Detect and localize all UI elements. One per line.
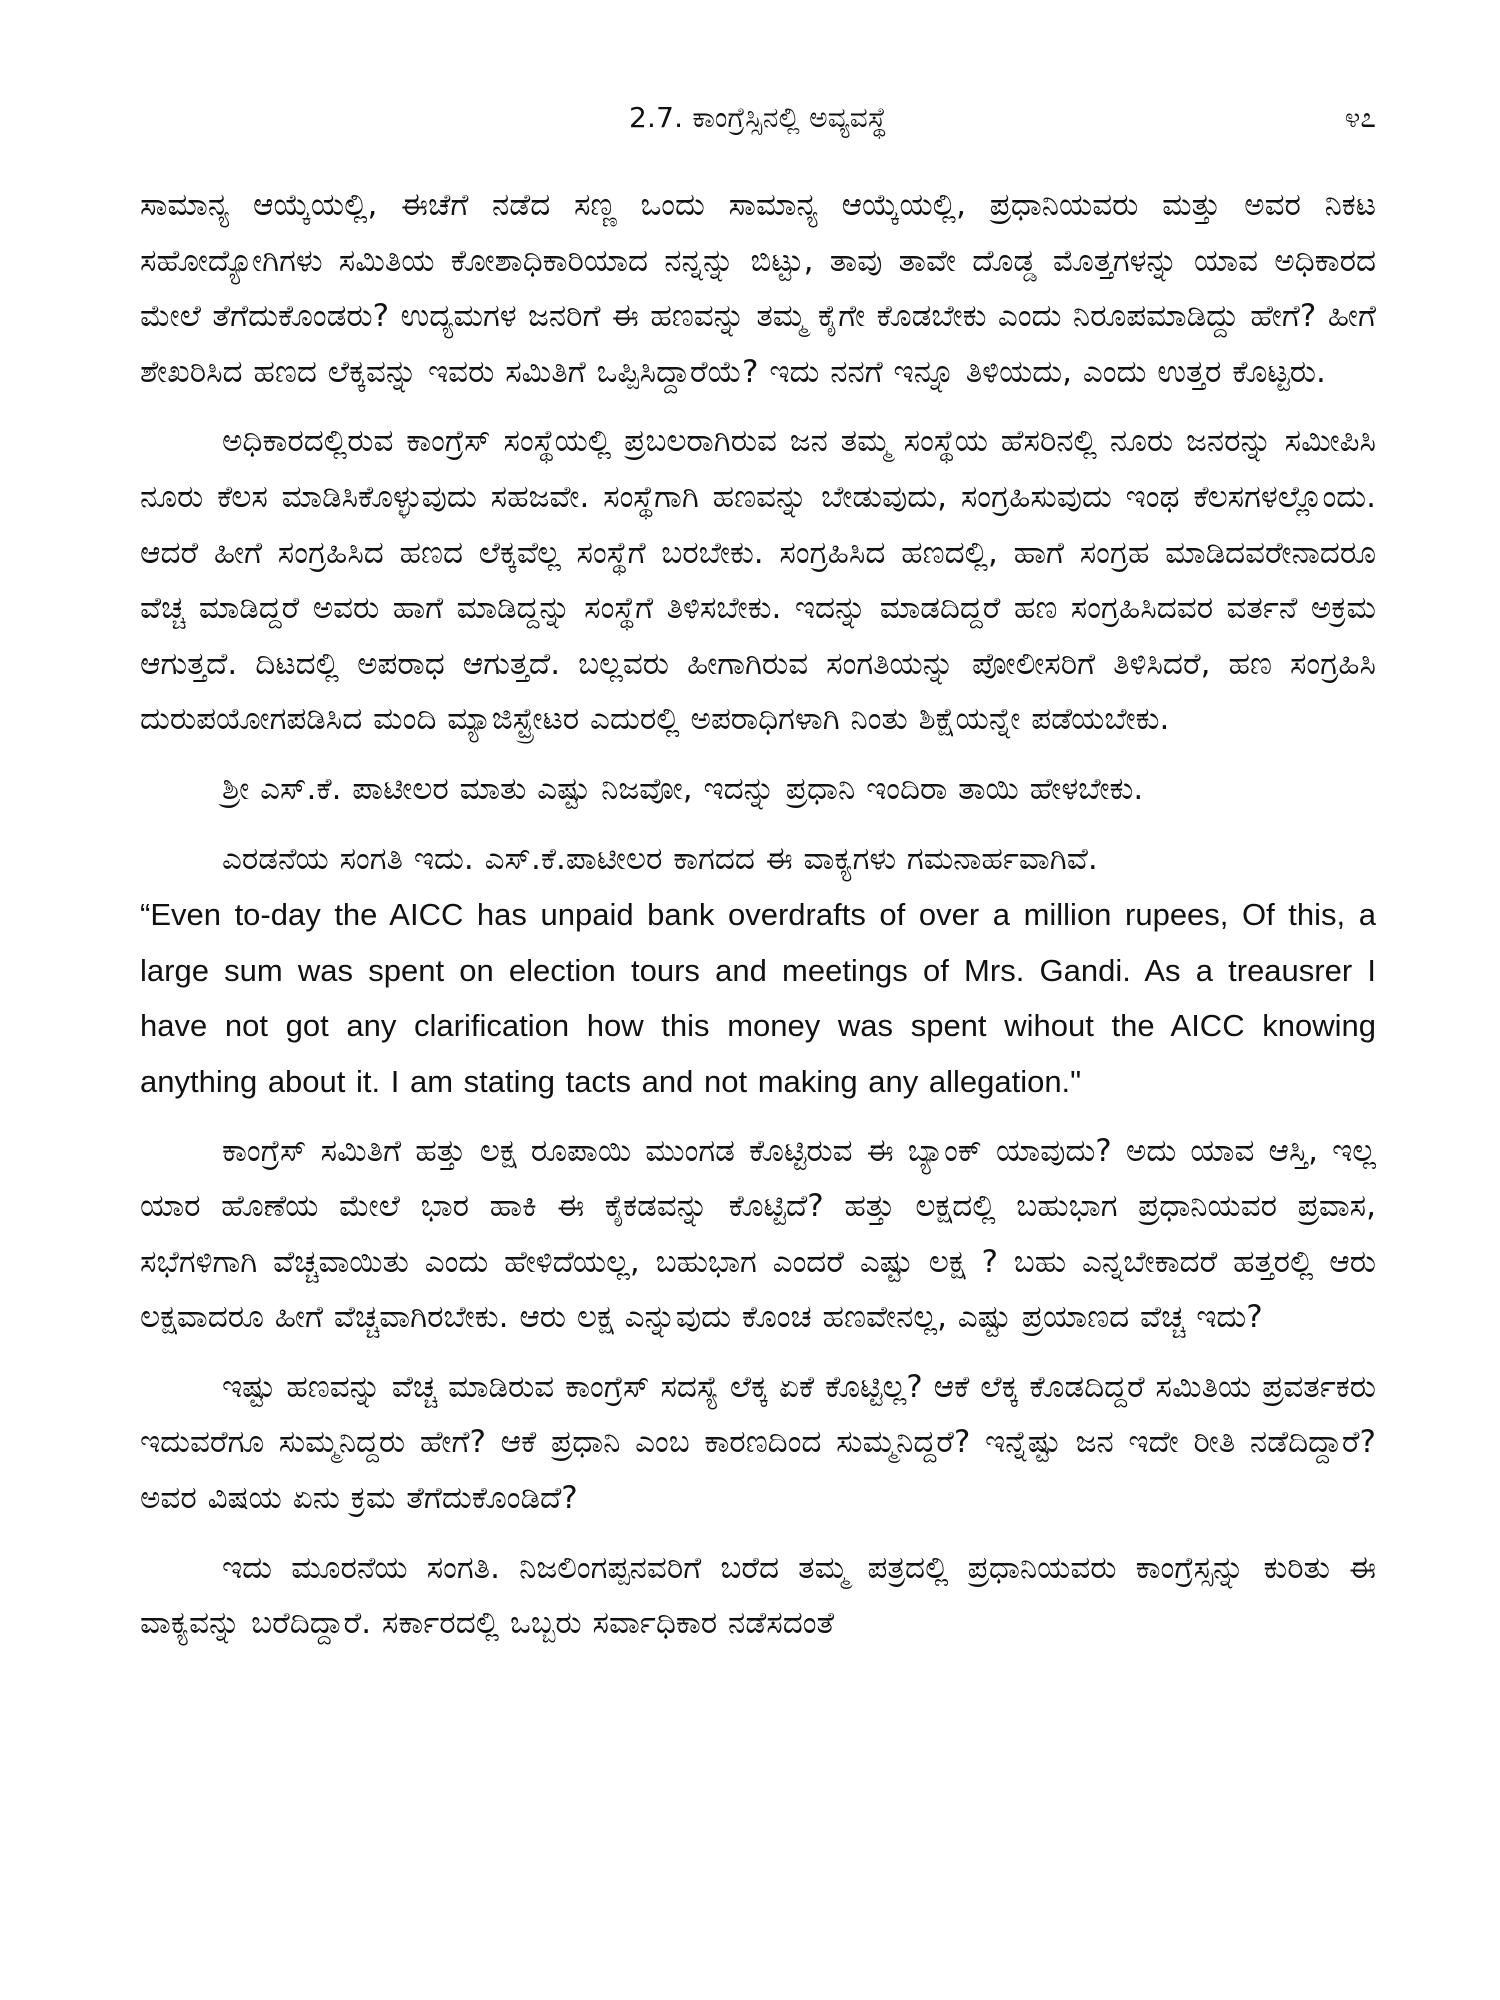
paragraph-2: ಅಧಿಕಾರದಲ್ಲಿರುವ ಕಾಂಗ್ರೆಸ್ ಸಂಸ್ಥೆಯಲ್ಲಿ ಪ್ರಬಲರಾಗಿರುವ ಜನ ತಮ್ಮ ಸಂಸ್ಥೆಯ ಹೆಸರಿನಲ್ಲಿ ನೂರು ಜನರನ್ನು ಸಮೀಪಿಸಿ ನೂರು ಕೆಲಸ ಮಾಡಿಸಿಕೊಳ್ಳುವುದು ಸಹಜವೇ. ಸಂಸ್ಥೆಗಾಗಿ ಹಣವನ್ನು ಬೇಡುವುದು, ಸಂಗ್ರಹಿಸುವುದು ಇಂಥ ಕೆಲಸಗಳಲ್ಲೊಂದು. ಆದರೆ ಹೀಗೆ ಸಂಗ್ರಹಿಸಿದ ಹಣದ ಲೆಕ್ಕವೆಲ್ಲ ಸಂಸ್ಥೆಗೆ ಬರಬೇಕು. ಸಂಗ್ರಹಿಸಿದ ಹಣದಲ್ಲಿ, ಹಾಗೆ ಸಂಗ್ರಹ ಮಾಡಿದವರೇನಾದರೂ ವೆಚ್ಚ ಮಾಡಿದ್ದರೆ ಅವರು ಹಾಗೆ ಮಾಡಿದ್ದನ್ನು ಸಂಸ್ಥೆಗೆ ತಿಳಿಸಬೇಕು. ಇದನ್ನು ಮಾಡದಿದ್ದರೆ ಹಣ ಸಂಗ್ರಹಿಸಿದವರ ವರ್ತನೆ ಅಕ್ರಮ ಆಗುತ್ತದೆ. ದಿಟದಲ್ಲಿ ಅಪರಾಧ ಆಗುತ್ತದೆ. ಬಲ್ಲವರು ಹೀಗಾಗಿರುವ ಸಂಗತಿಯನ್ನು ಪೋಲೀಸರಿಗೆ ತಿಳಿಸಿದರೆ, ಹಣ ಸಂಗ್ರಹಿಸಿ ದುರುಪಯೋಗಪಡಿಸಿದ ಮಂದಿ ಮ್ಯಾಜಿಸ್ಟ್ರೇಟರ ಎದುರಲ್ಲಿ ಅಪರಾಧಿಗಳಾಗಿ ನಿಂತು ಶಿಕ್ಷೆಯನ್ನೇ ಪಡೆಯಬೇಕು. bbox=[140, 423, 1376, 738]
english-quotation: “Even to-day the AICC has unpaid bank overdrafts of over a million rupees, Of this, a large sum was spent on election tours and meetings of Mrs. Gandi. As a treausrer I have not got any clarification how this money was spent wihout the AICC knowing anything about it. I am stating tacts and not making any allegation." bbox=[140, 897, 1376, 1099]
body-text bbox=[140, 178, 1376, 1652]
paragraph-7: ಇದು ಮೂರನೆಯ ಸಂಗತಿ. ನಿಜಲಿಂಗಪ್ಪನವರಿಗೆ ಬರೆದ ತಮ್ಮ ಪತ್ರದಲ್ಲಿ ಪ್ರಧಾನಿಯವರು ಕಾಂಗ್ರೆಸ್ಸನ್ನು ಕುರಿತು ಈ ವಾಕ್ಯವನ್ನು ಬರೆದಿದ್ದಾರೆ. ಸರ್ಕಾರದಲ್ಲಿ ಒಬ್ಬರು ಸರ್ವಾಧಿಕಾರ ನಡೆಸದಂತೆ bbox=[140, 1549, 1376, 1642]
paragraph-3: ಶ್ರೀ ಎಸ್.ಕೆ. ಪಾಟೀಲರ ಮಾತು ಎಷ್ಟು ನಿಜವೋ, ಇದನ್ನು ಪ್ರಧಾನಿ ಇಂದಿರಾ ತಾಯಿ ಹೇಳಬೇಕು. bbox=[222, 770, 1144, 807]
paragraph-6: ಇಷ್ಟು ಹಣವನ್ನು ವೆಚ್ಚ ಮಾಡಿರುವ ಕಾಂಗ್ರೆಸ್ ಸದಸ್ಯೆ ಲೆಕ್ಕ ಏಕೆ ಕೊಟ್ಟಿಲ್ಲ? ಆಕೆ ಲೆಕ್ಕ ಕೊಡದಿದ್ದರೆ ಸಮಿತಿಯ ಪ್ರವರ್ತಕರು ಇದುವರೆಗೂ ಸುಮ್ಮನಿದ್ದರು ಹೇಗೆ? ಆಕೆ ಪ್ರಧಾನಿ ಎಂಬ ಕಾರಣದಿಂದ ಸುಮ್ಮನಿದ್ದರೆ? ಇನ್ನೆಷ್ಟು ಜನ ಇದೇ ರೀತಿ ನಡೆದಿದ್ದಾರೆ? ಅವರ ವಿಷಯ ಏನು ಕ್ರಮ ತೆಗೆದುಕೊಂಡಿದೆ? bbox=[140, 1368, 1376, 1517]
paragraph-4: ಎರಡನೆಯ ಸಂಗತಿ ಇದು. ಎಸ್.ಕೆ.ಪಾಟೀಲರ ಕಾಗದದ ಈ ವಾಕ್ಯಗಳು ಗಮನಾರ್ಹವಾಗಿವೆ. bbox=[222, 840, 1098, 877]
chapter-section-title: 2.7. ಕಾಂಗ್ರೆಸ್ಸಿನಲ್ಲಿ ಅವ್ಯವಸ್ಥೆ bbox=[629, 101, 887, 134]
running-header bbox=[140, 98, 1376, 138]
page-number: ೪೭ bbox=[1344, 101, 1376, 134]
paragraph-5: ಕಾಂಗ್ರೆಸ್ ಸಮಿತಿಗೆ ಹತ್ತು ಲಕ್ಷ ರೂಪಾಯಿ ಮುಂಗಡ ಕೊಟ್ಟಿರುವ ಈ ಬ್ಯಾಂಕ್ ಯಾವುದು? ಅದು ಯಾವ ಆಸ್ತಿ, ಇಲ್ಲ ಯಾರ ಹೊಣೆಯ ಮೇಲೆ ಭಾರ ಹಾಕಿ ಈ ಕೈಕಡವನ್ನು ಕೊಟ್ಟಿದೆ? ಹತ್ತು ಲಕ್ಷದಲ್ಲಿ ಬಹುಭಾಗ ಪ್ರಧಾನಿಯವರ ಪ್ರವಾಸ, ಸಭೆಗಳಿಗಾಗಿ ವೆಚ್ಚವಾಯಿತು ಎಂದು ಹೇಳಿದೆಯಲ್ಲ, ಬಹುಭಾಗ ಎಂದರೆ ಎಷ್ಟು ಲಕ್ಷ ? ಬಹು ಎನ್ನಬೇಕಾದರೆ ಹತ್ತರಲ್ಲಿ ಆರು ಲಕ್ಷವಾದರೂ ಹೀಗೆ ವೆಚ್ಚವಾಗಿರಬೇಕು. ಆರು ಲಕ್ಷ ಎನ್ನುವುದು ಕೊಂಚ ಹಣವೇನಲ್ಲ, ಎಷ್ಟು ಪ್ರಯಾಣದ ವೆಚ್ಚ ಇದು? bbox=[140, 1132, 1376, 1336]
paragraph-1: ಸಾಮಾನ್ಯ ಆಯ್ಕೆಯಲ್ಲಿ, ಈಚೆಗೆ ನಡೆದ ಸಣ್ಣ ಒಂದು ಸಾಮಾನ್ಯ ಆಯ್ಕೆಯಲ್ಲಿ, ಪ್ರಧಾನಿಯವರು ಮತ್ತು ಅವರ ನಿಕಟ ಸಹೋದ್ಯೋಗಿಗಳು ಸಮಿತಿಯ ಕೋಶಾಧಿಕಾರಿಯಾದ ನನ್ನನ್ನು ಬಿಟ್ಟು, ತಾವು ತಾವೇ ದೊಡ್ಡ ಮೊತ್ತಗಳನ್ನು ಯಾವ ಅಧಿಕಾರದ ಮೇಲೆ ತೆಗೆದುಕೊಂಡರು? ಉದ್ಯಮಗಳ ಜನರಿಗೆ ಈ ಹಣವನ್ನು ತಮ್ಮ ಕೈಗೇ ಕೊಡಬೇಕು ಎಂದು ನಿರೂಪಮಾಡಿದ್ದು ಹೇಗೆ? ಹೀಗೆ ಶೇಖರಿಸಿದ ಹಣದ ಲೆಕ್ಕವನ್ನು ಇವರು ಸಮಿತಿಗೆ ಒಪ್ಪಿಸಿದ್ದಾರೆಯೆ? ಇದು ನನಗೆ ಇನ್ನೂ ತಿಳಿಯದು, ಎಂದು ಉತ್ತರ ಕೊಟ್ಟರು. bbox=[140, 187, 1376, 390]
